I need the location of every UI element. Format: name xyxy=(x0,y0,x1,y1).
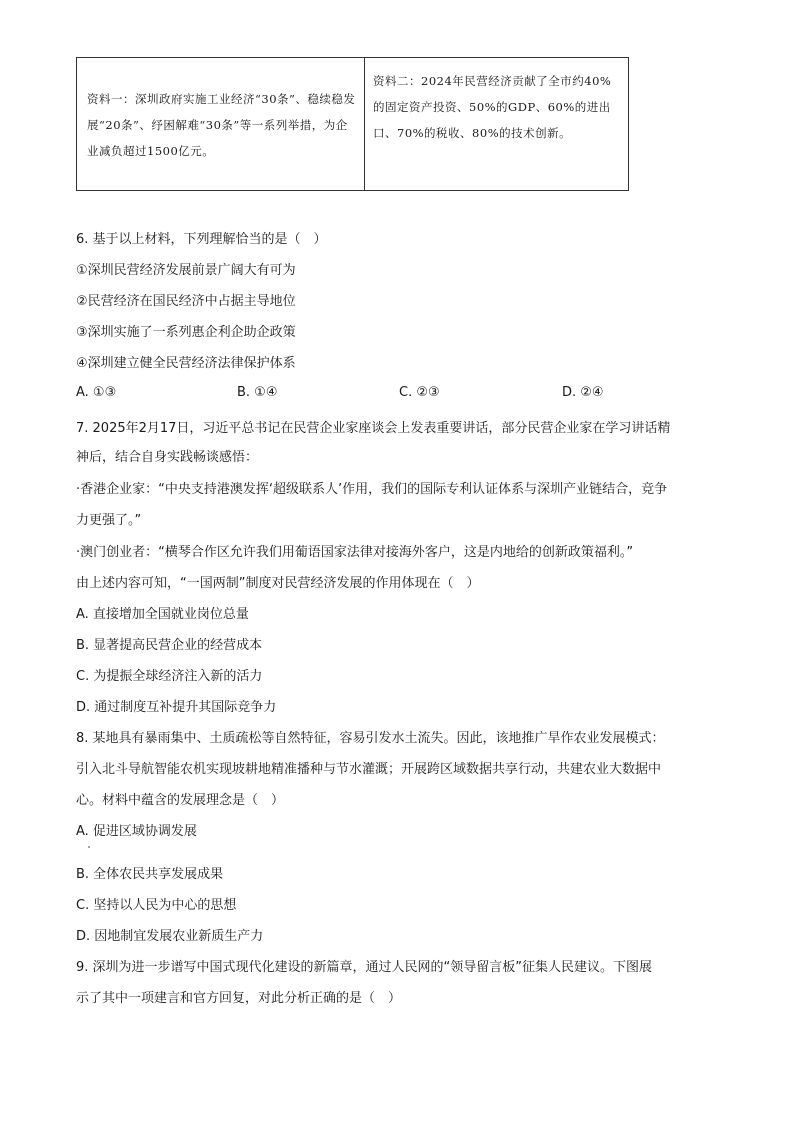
q9-stem-line1: 9. 深圳为进一步谱写中国式现代化建设的新篇章，通过人民网的“领导留言板”征集人民建议。下图展 xyxy=(76,960,653,975)
q8-option-a[interactable]: A. 促进区域协调发展 xyxy=(76,824,197,839)
q6-item-1: ①深圳民营经济发展前景广阔大有可为 xyxy=(76,263,296,278)
q6-options xyxy=(76,385,636,405)
materials-table xyxy=(76,57,629,191)
q7-stem-line2: 神后，结合自身实践畅谈感悟： xyxy=(76,450,259,465)
q8-stem-line2: 引入北斗导航智能农机实现坡耕地精准播种与节水灌溉；开展跨区域数据共享行动，共建农业大数据中 xyxy=(76,762,662,777)
q7-option-b[interactable]: B. 显著提高民营企业的经营成本 xyxy=(76,638,263,653)
q6-item-4: ④深圳建立健全民营经济法律保护体系 xyxy=(76,356,296,371)
q7-option-a[interactable]: A. 直接增加全国就业岗位总量 xyxy=(76,607,249,622)
q8-stem-line1: 8. 某地具有暴雨集中、土质疏松等自然特征，容易引发水土流失。因此，该地推广旱作农业发展模式： xyxy=(76,731,665,746)
q8-option-c[interactable]: C. 坚持以人民为中心的思想 xyxy=(76,898,237,913)
q6-item-3: ③深圳实施了一系列惠企利企助企政策 xyxy=(76,325,296,340)
q7-quote1-line2: 力更强了。” xyxy=(76,513,142,528)
q7-question: 由上述内容可知，“一国两制”制度对民营经济发展的作用体现在（ ） xyxy=(76,576,480,591)
q8-option-b[interactable]: B. 全体农民共享发展成果 xyxy=(76,867,224,882)
q9-stem-line2: 示了其中一项建言和官方回复，对此分析正确的是（ ） xyxy=(76,991,402,1006)
q7-option-d[interactable]: D. 通过制度互补提升其国际竞争力 xyxy=(76,700,277,715)
q6-option-d[interactable]: D. ②④ xyxy=(562,385,604,400)
q6-option-a[interactable]: A. ①③ xyxy=(76,385,117,400)
q6-stem: 6. 基于以上材料，下列理解恰当的是（ ） xyxy=(76,232,327,247)
q7-option-c[interactable]: C. 为提振全球经济注入新的活力 xyxy=(76,669,263,684)
material-two-cell: 资料二：2024年民营经济贡献了全市约40%的固定资产投资、50%的GDP、60%的进出口、70%的税收、80%的技术创新。 xyxy=(373,74,612,140)
q7-quote2: ·澳门创业者：“横琴合作区允许我们用葡语国家法律对接海外客户，这是内地给的创新政策福利。” xyxy=(76,545,634,560)
stray-dot xyxy=(88,846,90,848)
material-one-cell: 资料一：深圳政府实施工业经济“30条”、稳续稳发展“20条”、纾困解难“30条”等一系列举措，为企业减负超过1500亿元。 xyxy=(77,58,365,190)
q8-stem-line3: 心。材料中蕴含的发展理念是（ ） xyxy=(76,793,285,808)
q7-stem-line1: 7. 2025年2月17日，习近平总书记在民营企业家座谈会上发表重要讲话，部分民营企业家在学习讲话精 xyxy=(76,421,671,436)
q6-item-2: ②民营经济在国民经济中占据主导地位 xyxy=(76,294,296,309)
q7-quote1-line1: ·香港企业家：“中央支持港澳发挥‘超级联系人’作用，我们的国际专利认证体系与深圳产业链结合，竞争 xyxy=(76,482,668,497)
q6-option-c[interactable]: C. ②③ xyxy=(399,385,440,400)
q8-option-d[interactable]: D. 因地制宜发展农业新质生产力 xyxy=(76,929,264,944)
q6-option-b[interactable]: B. ①④ xyxy=(237,385,278,400)
